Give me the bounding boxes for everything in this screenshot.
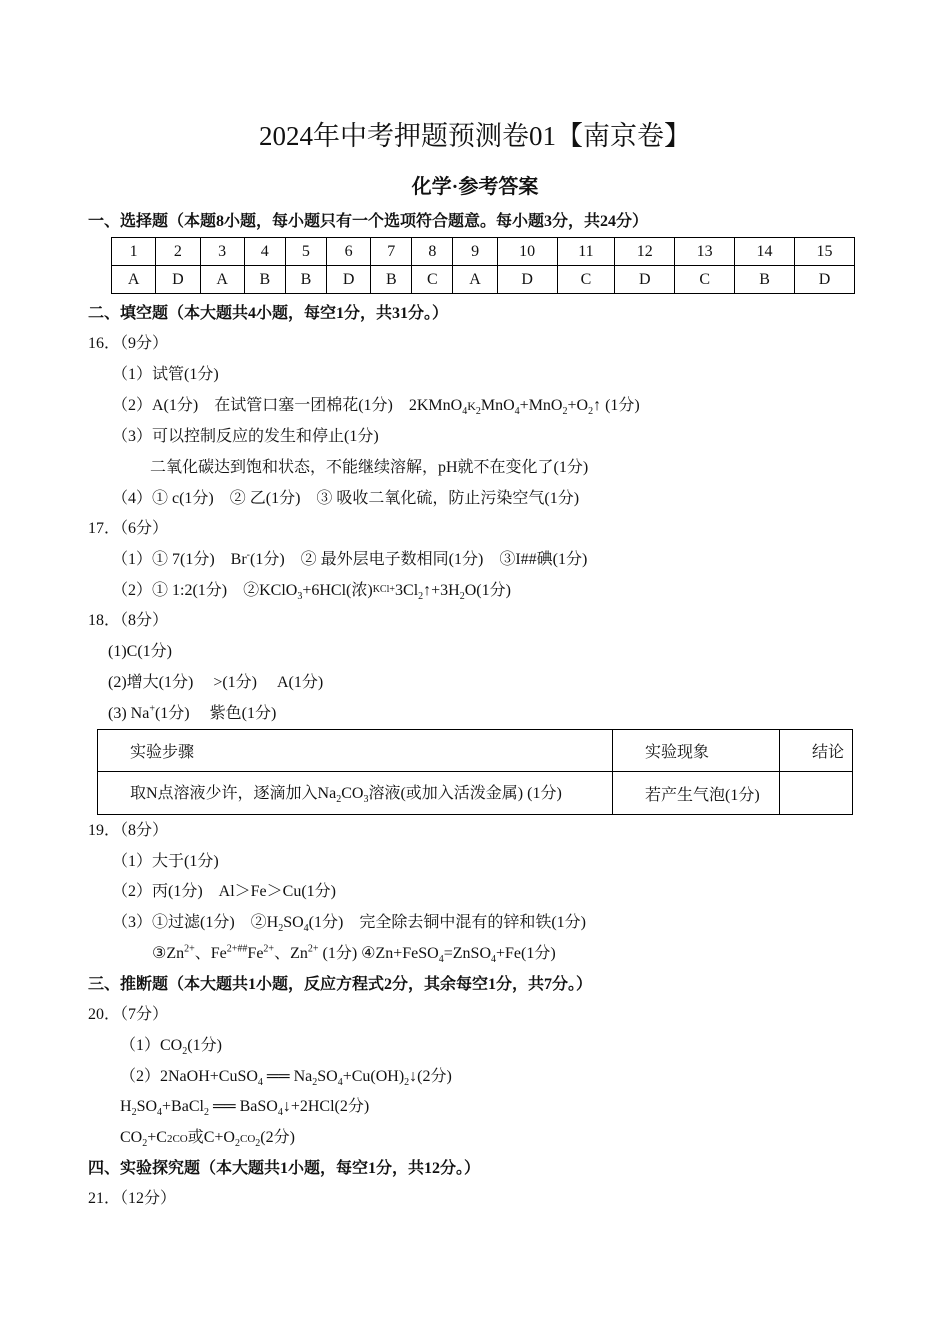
answer-number-cell: 3 (200, 238, 244, 266)
q19-line-3: （3）①过滤(1分) $②H_2SO_4(1$分) 完全除去铜中混有的锌和铁(1分) (112, 914, 586, 935)
answer-number-cell: 14 (735, 238, 795, 266)
q20-heading: 20．（7分） (88, 1006, 169, 1023)
answer-table (111, 237, 855, 294)
answer-letter-cell: A (200, 266, 244, 294)
answer-number-cell: 1 (112, 238, 156, 266)
section-3-heading: 三、推断题（本大题共1小题，反应方程式2分，其余每空1分，共7分。） (88, 976, 593, 993)
section-1-heading: 一、选择题（本题8小题，每小题只有一个选项符合题意。每小题3分，共24分） (88, 213, 649, 230)
q16-line-1: （1）试管(1分) (112, 366, 219, 383)
q19-line-1: （1）大于(1分) (112, 853, 219, 870)
answer-letter-cell: A (453, 266, 497, 294)
q17-line-1: （1）① 7(1分) Br-(1分) ② 最外层电子数相同(1分) ③I##碘(1分) (112, 549, 588, 568)
q16-line-2: （2）A(1分) 在试管口塞一团棉花(1分) $2KMnO_4K_2MnO_4+MnO_2+O_2↑$ (1分) (112, 397, 640, 418)
section-4-heading: 四、实验探究题（本大题共1小题，每空1分，共12分。） (88, 1160, 481, 1177)
q21-heading: 21．（12分） (88, 1190, 177, 1207)
answer-letter-cell: D (156, 266, 200, 294)
q20-line-2: （2）2NaOH+CuSO$_4$ ══ $Na_2SO_4+Cu(OH)_2↓(2$分) (120, 1068, 452, 1089)
answer-number-cell: 15 (794, 238, 854, 266)
answer-number-cell: 11 (557, 238, 615, 266)
answer-letter-cell: C (557, 266, 615, 294)
answer-number-cell: 13 (675, 238, 735, 266)
answer-letter-cell: A (112, 266, 156, 294)
q16-heading: 16．（9分） (88, 335, 169, 352)
answer-letter-cell: C (675, 266, 735, 294)
exp-cell-conclusion (780, 772, 853, 815)
answer-number-cell: 7 (371, 238, 412, 266)
q19-line-4: $③Zn^{2+}$、$Fe^{2+\#\#}Fe^{2+}$、$Zn^{2+}$ (1分) ④Zn+FeSO$_4$=ZnSO$_4$+Fe(1分) (152, 943, 556, 966)
q16-line-5: （4）① c(1分) ② 乙(1分) ③ 吸收二氧化硫，防止污染空气(1分) (112, 490, 580, 507)
answer-number-cell: 4 (244, 238, 285, 266)
experiment-table (97, 729, 853, 815)
page-subtitle: 化学·参考答案 (411, 176, 539, 198)
answer-number-cell: 2 (156, 238, 200, 266)
q20-line-4: $CO_2+C2CO$或$C+O_2CO_2(2$分) (120, 1129, 295, 1150)
answer-letter-cell: B (244, 266, 285, 294)
answer-number-row (112, 238, 855, 266)
answer-letter-cell: B (735, 266, 795, 294)
q20-line-3: $H_2SO_4+BaCl_2$ ══ BaSO$_4$↓+2HCl(2分) (120, 1098, 370, 1119)
exp-header-steps: 实验步骤 (98, 730, 613, 772)
q18-heading: 18．（8分） (88, 612, 169, 629)
answer-number-cell: 9 (453, 238, 497, 266)
answer-letter-cell: B (371, 266, 412, 294)
q19-heading: 19．（8分） (88, 822, 169, 839)
answer-letter-cell: D (497, 266, 557, 294)
q16-line-4: 二氧化碳达到饱和状态，不能继续溶解，pH就不在变化了(1分) (150, 459, 589, 476)
answer-letter-row (112, 266, 855, 294)
answer-number-cell: 12 (615, 238, 675, 266)
answer-letter-cell: D (615, 266, 675, 294)
exp-header-conclusion: 结论 (780, 730, 853, 772)
answer-number-cell: 6 (326, 238, 370, 266)
answer-number-cell: 5 (285, 238, 326, 266)
answer-number-cell: 8 (412, 238, 453, 266)
page-title: 2024年中考押题预测卷01【南京卷】 (259, 121, 691, 151)
answer-letter-cell: D (794, 266, 854, 294)
exp-cell-phenomenon: 若产生气泡(1分) (613, 772, 780, 815)
q18-line-1: (1)C(1分) (108, 643, 172, 660)
answer-letter-cell: B (285, 266, 326, 294)
answer-letter-cell: D (326, 266, 370, 294)
q17-heading: 17．（6分） (88, 520, 169, 537)
exp-header-phenomenon: 实验现象 (613, 730, 780, 772)
exp-cell-steps: 取N点溶液少许，逐滴加入$Na_2CO_3$溶液(或加入活泼金属) (1分) (98, 772, 613, 815)
q16-line-3: （3）可以控制反应的发生和停止(1分) (112, 428, 379, 445)
q18-line-3: (3) Na+(1分) 紫色(1分) (108, 703, 277, 722)
q20-line-1: $(1)CO_2(1$分) (120, 1037, 222, 1058)
answer-number-cell: 10 (497, 238, 557, 266)
q18-line-2: (2)增大(1分) >(1分) A(1分) (108, 674, 324, 691)
answer-letter-cell: C (412, 266, 453, 294)
section-2-heading: 二、填空题（本大题共4小题，每空1分，共31分。） (88, 305, 449, 322)
q19-line-2: （2）丙(1分) Al＞Fe＞Cu(1分) (112, 883, 336, 900)
q17-line-2: （2）① 1:2(1分) ②KClO$_3$+6HCl(浓)$KCl+3Cl_2↑+3H_2O(1$分) (112, 582, 511, 603)
